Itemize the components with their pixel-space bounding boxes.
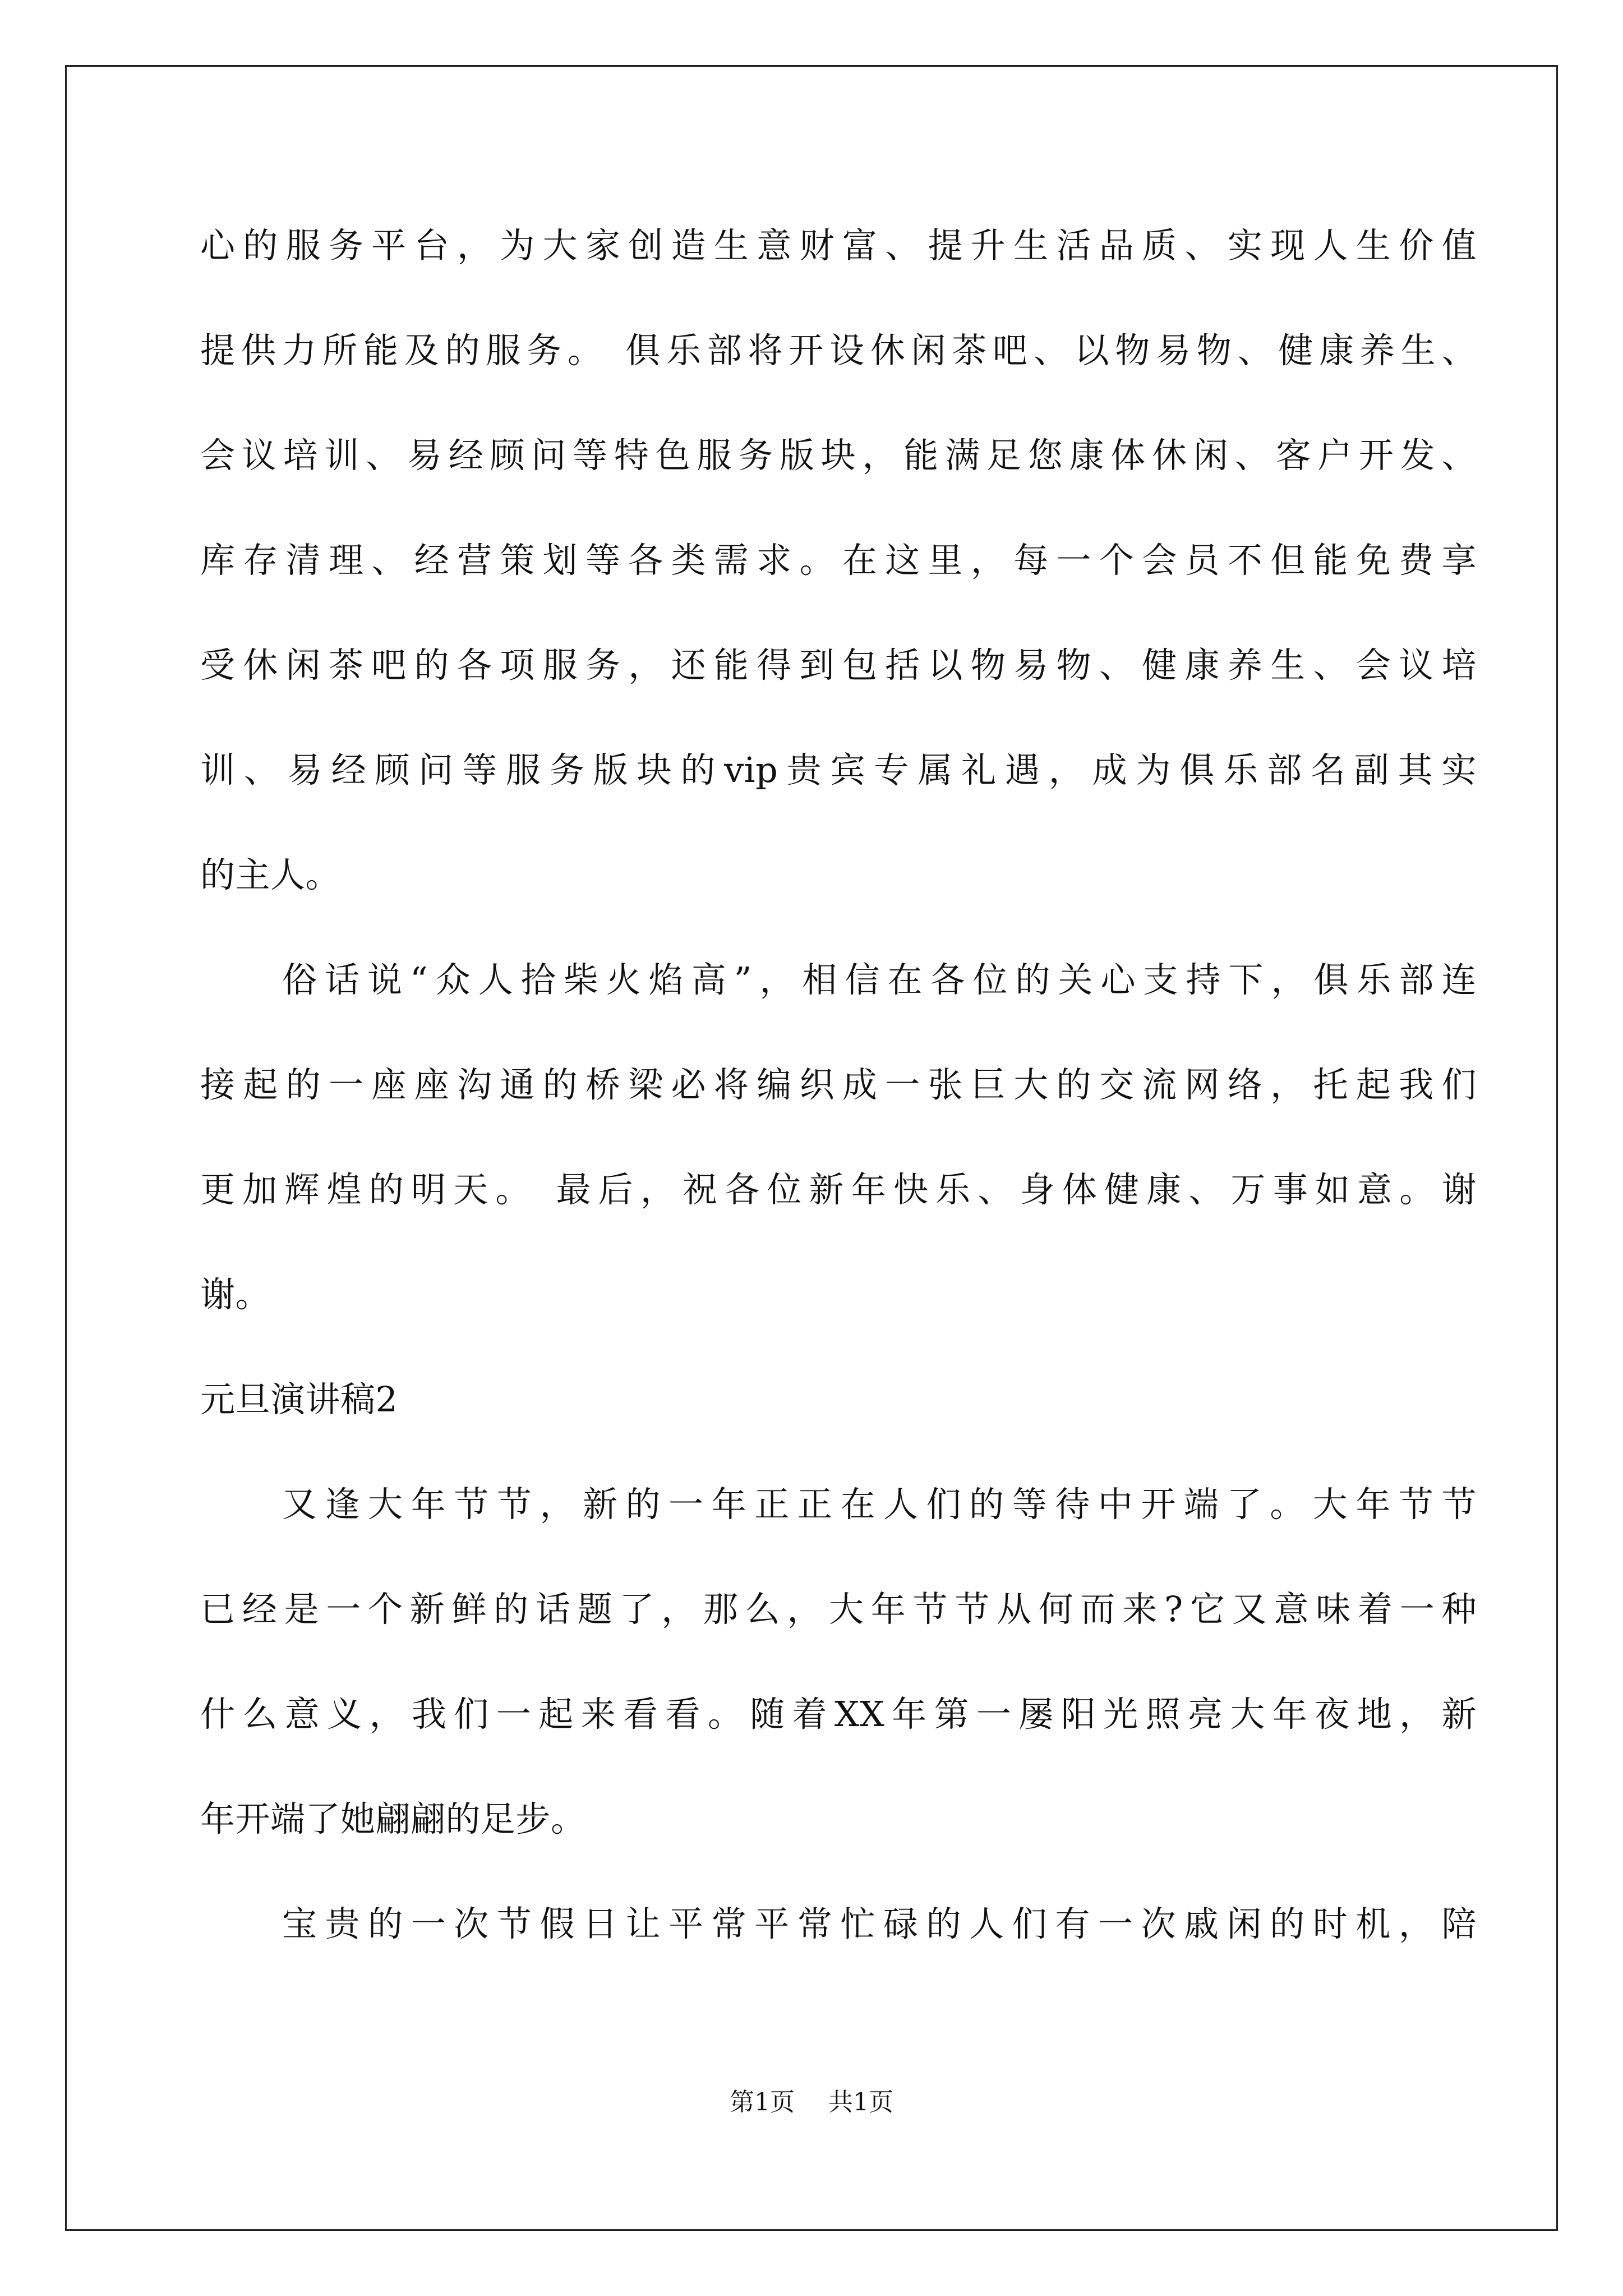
section-title: 元旦演讲稿2 [200,1379,398,1420]
paragraph-1-line-5: 受休闲茶吧的各项服务，还能得到包括以物易物、健康养生、会议培 [200,645,1477,685]
paragraph-3-line-3: 什么意义，我们一起来看看。随着XX年第一屡阳光照亮大年夜地，新 [200,1694,1477,1734]
paragraph-2-line-4: 谢。 [200,1274,271,1315]
paragraph-1-line-6: 训、易经顾问等服务版块的vip贵宾专属礼遇，成为俱乐部名副其实 [200,749,1477,790]
paragraph-3-line-1: 又逢大年节节，新的一年正正在人们的等待中开端了。大年节节 [282,1484,1477,1525]
paragraph-2-line-3: 更加辉煌的明天。 最后，祝各位新年快乐、身体健康、万事如意。谢 [200,1169,1477,1210]
paragraph-2-line-2: 接起的一座座沟通的桥梁必将编织成一张巨大的交流网络，托起我们 [200,1064,1477,1105]
paragraph-3-line-2: 已经是一个新鲜的话题了，那么，大年节节从何而来?它又意味着一种 [200,1589,1477,1630]
paragraph-1-line-3: 会议培训、易经顾问等特色服务版块，能满足您康体休闲、客户开发、 [200,435,1477,476]
paragraph-1-line-2: 提供力所能及的服务。 俱乐部将开设休闲茶吧、以物易物、健康养生、 [200,330,1477,371]
page-footer [0,2090,1623,2115]
paragraph-2-line-1: 俗话说“众人拾柴火焰高”，相信在各位的关心支持下，俱乐部连 [282,959,1477,1000]
page-number-current: 第1页 [730,2088,795,2116]
paragraph-4-line-1: 宝贵的一次节假日让平常平常忙碌的人们有一次戚闲的时机，陪 [282,1903,1477,1944]
page-number-total: 共1页 [828,2088,893,2116]
paragraph-1-line-4: 库存清理、经营策划等各类需求。在这里，每一个会员不但能免费享 [200,540,1477,581]
paragraph-3-line-4: 年开端了她翩翩的足步。 [200,1798,586,1839]
paragraph-1-line-7: 的主人。 [200,854,341,895]
paragraph-1-line-1: 心的服务平台，为大家创造生意财富、提升生活品质、实现人生价值 [200,225,1477,266]
